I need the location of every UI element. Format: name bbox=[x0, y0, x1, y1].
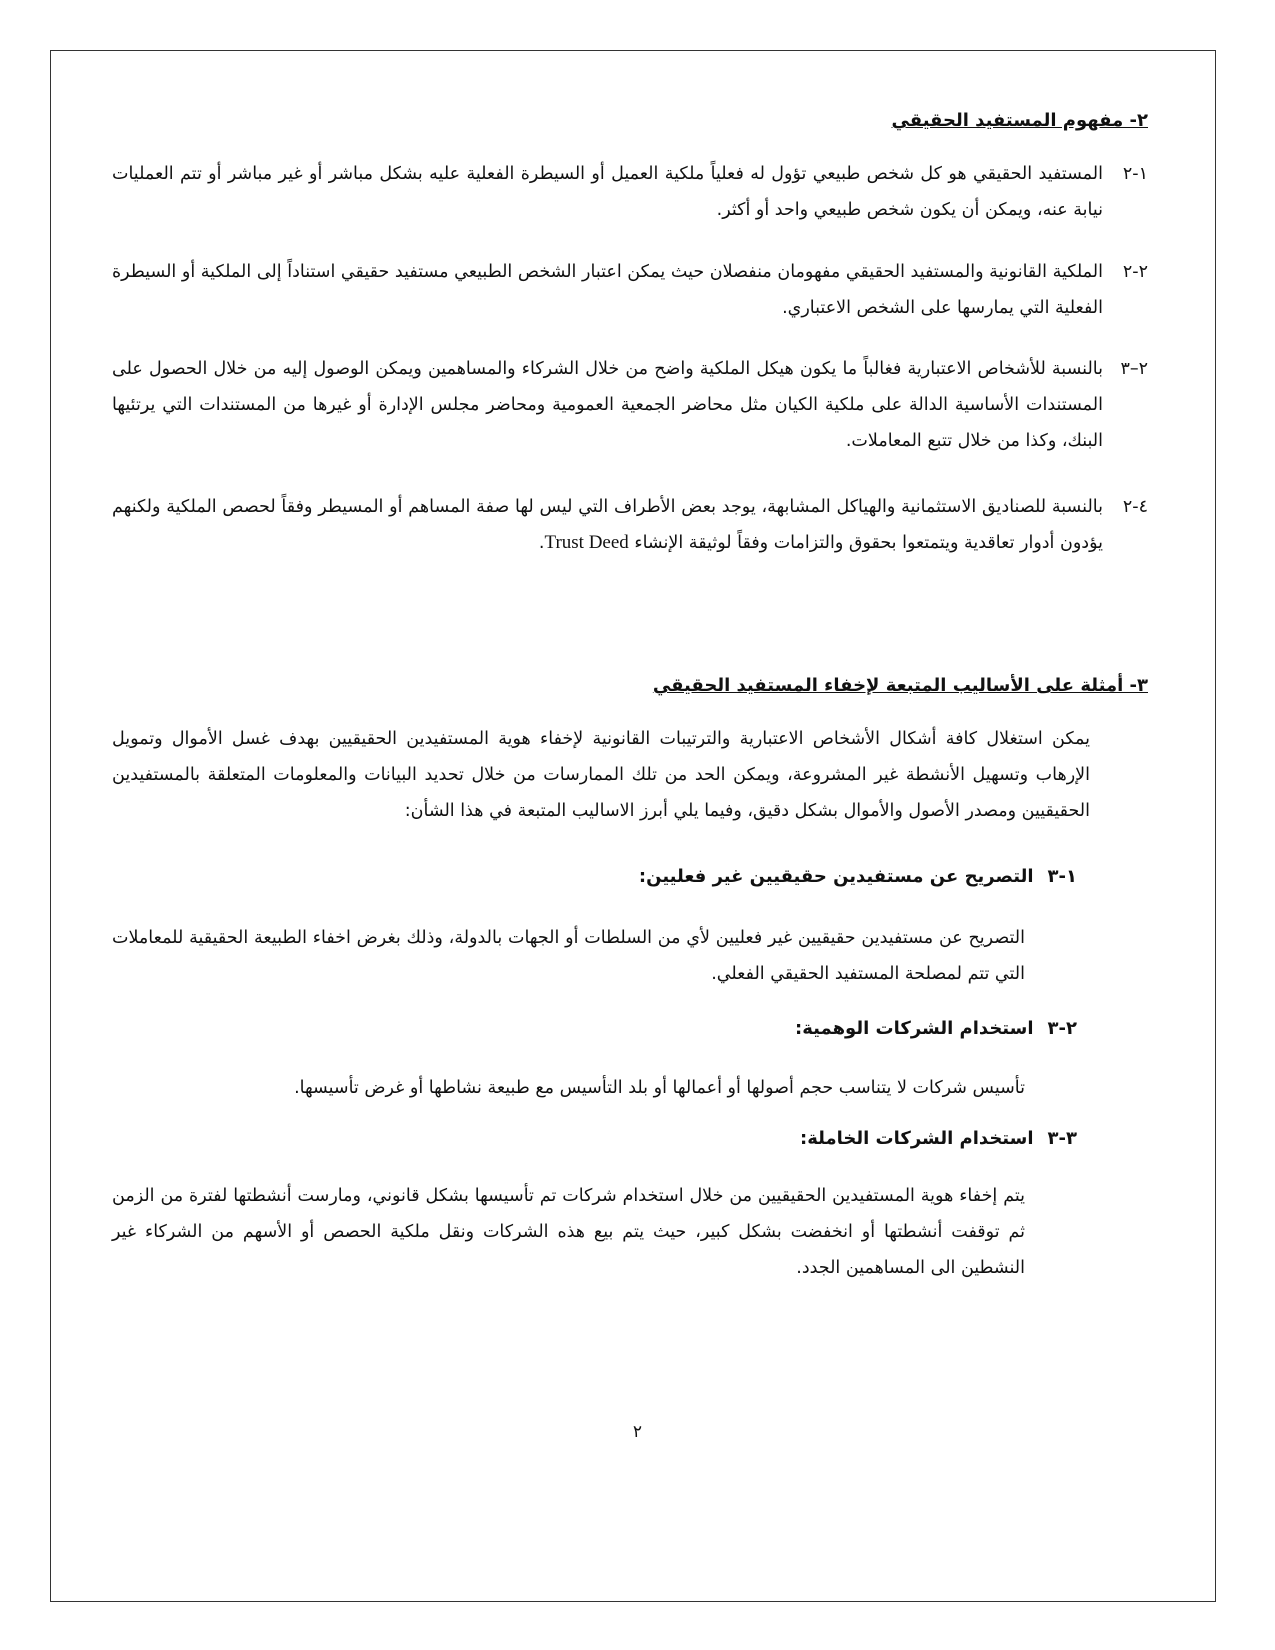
subsection-3-1-title bbox=[639, 866, 1077, 887]
subsection-number: ١-٣ bbox=[1047, 866, 1077, 887]
subsection-3-1-text: التصريح عن مستفيدين حقيقيين غير فعليين لأي من السلطات أو الجهات بالدولة، وذلك بغرض اخفاء الطبيعة الحقيقية للمعاملات التي تتم لمصلحة المستفيد الحقيقي الفعلي. bbox=[112, 928, 1025, 984]
item-number: ٤-٢ bbox=[1122, 497, 1148, 517]
subsection-title: التصريح عن مستفيدين حقيقيين غير فعليين: bbox=[638, 866, 1034, 887]
item-number: ٢-٢ bbox=[1122, 262, 1148, 282]
section-3-intro: يمكن استغلال كافة أشكال الأشخاص الاعتبارية والترتيبات القانونية لإخفاء هوية المستفيدين الحقيقيين بهدف غسل الأموال وتمويل الإرهاب وتسهيل الأنشطة غير المشروعة، ويمكن الحد من تلك الممارسات من خلال تحديد البيانات والمعلومات المتعلقة بالمستفيدين الحقيقيين ومصدر الأصول والأموال بشكل دقيق، وفيما يلي أبرز الاساليب المتبعة في هذا الشأن: bbox=[112, 729, 1090, 821]
item-2-3 bbox=[112, 351, 1148, 459]
subsection-3-3-title bbox=[800, 1128, 1077, 1149]
subsection-3-3-text: يتم إخفاء هوية المستفيدين الحقيقيين من خلال استخدام شركات تم تأسيسها بشكل قانوني، ومارست أنشطتها لفترة من الزمن ثم توقفت أنشطتها أو انخفضت بشكل كبير، حيث يتم بيع هذه الشركات ونقل ملكية الحصص أو الأسهم من الشركاء غير النشطين الى المساهمين الجدد. bbox=[112, 1186, 1025, 1278]
subsection-number: ٣-٣ bbox=[1047, 1128, 1077, 1149]
item-text bbox=[112, 489, 1103, 561]
item-2-1 bbox=[112, 156, 1148, 228]
item-number: ٢–٣ bbox=[1120, 359, 1148, 379]
subsection-number: ٢-٣ bbox=[1047, 1018, 1077, 1039]
item-text: المستفيد الحقيقي هو كل شخص طبيعي تؤول له فعلياً ملكية العميل أو السيطرة الفعلية عليه بشكل مباشر أو غير مباشر أو تتم العمليات نيابة عنه، ويمكن أن يكون شخص طبيعي واحد أو أكثر. bbox=[112, 164, 1103, 220]
item-text: بالنسبة للأشخاص الاعتبارية فغالباً ما يكون هيكل الملكية واضح من خلال الشركاء والمساهمين ويمكن الوصول إليه من خلال الحصول على المستندات الأساسية الدالة على ملكية الكيان مثل محاضر الجمعية العمومية ومحاضر مجلس الإدارة أو غيرها من المستندات التي يرتئيها البنك، وكذا من خلال تتبع المعاملات. bbox=[112, 359, 1103, 451]
item-text-end: . bbox=[538, 533, 545, 553]
section-3-heading: ٣- أمثلة على الأساليب المتبعة لإخفاء المستفيد الحقيقي bbox=[652, 675, 1148, 696]
item-text-body: بالنسبة للصناديق الاستثمانية والهياكل المشابهة، يوجد بعض الأطراف التي ليس لها صفة المساهم أو المسيطر وفقاً لحصص الملكية ولكنهم يؤدون أدوار تعاقدية ويتمتعوا بحقوق والتزامات وفقاً لوثيقة الإنشاء bbox=[112, 497, 1103, 553]
subsection-3-2-title bbox=[795, 1018, 1077, 1039]
trust-deed-term: Trust Deed bbox=[544, 532, 629, 553]
subsection-title: استخدام الشركات الخاملة: bbox=[800, 1128, 1034, 1149]
section-2-heading: ٢- مفهوم المستفيد الحقيقي bbox=[891, 110, 1148, 131]
item-text: الملكية القانونية والمستفيد الحقيقي مفهومان منفصلان حيث يمكن اعتبار الشخص الطبيعي مستفيد حقيقي استناداً إلى الملكية أو السيطرة الفعلية التي يمارسها على الشخص الاعتباري. bbox=[112, 262, 1103, 318]
subsection-3-2-text: تأسيس شركات لا يتناسب حجم أصولها أو أعمالها أو بلد التأسيس مع طبيعة نشاطها أو غرض تأسيسها. bbox=[294, 1078, 1025, 1098]
subsection-title: استخدام الشركات الوهمية: bbox=[795, 1018, 1034, 1039]
item-2-2 bbox=[112, 254, 1148, 326]
page-number: ٢ bbox=[632, 1422, 643, 1442]
item-2-4 bbox=[112, 489, 1148, 561]
item-number: ١-٢ bbox=[1122, 164, 1148, 184]
